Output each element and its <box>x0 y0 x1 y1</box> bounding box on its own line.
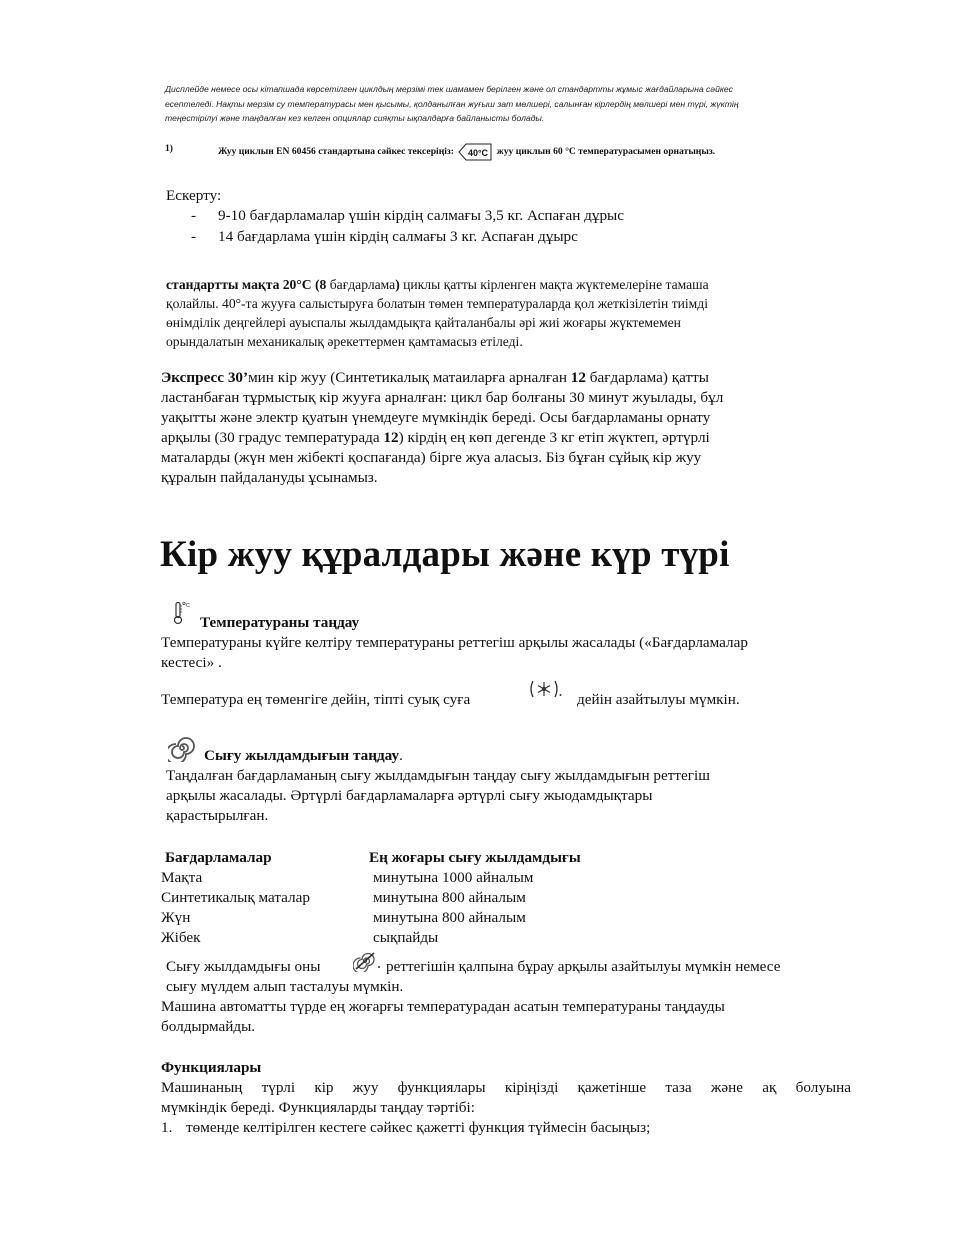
badge-label: 40°C <box>468 148 489 158</box>
spin-note-line: болдырмайды. <box>161 1018 256 1035</box>
table-cell-speed: минутына 800 айналым <box>373 889 526 906</box>
table-cell-program: Жүн <box>161 909 191 926</box>
temperature-line: кестесі» . <box>161 654 222 671</box>
warning-dash: - <box>191 207 197 224</box>
footnote-number: 1) <box>165 143 173 154</box>
footnote-text <box>218 143 715 161</box>
spin-note-before: Сығу жылдамдығы оны <box>166 958 321 975</box>
spin-note-line: Машина автоматты түрде ең жоғарғы температурадан асатын температураны таңдауды <box>161 998 725 1015</box>
table-cell-program: Мақта <box>161 869 203 886</box>
express-paragraph <box>161 368 861 488</box>
express-line: маталарды (жүн мен жібекті қоспағанда) бірге жуа аласыз. Біз бұған сұйық кір жуу <box>161 449 702 466</box>
functions-line: мүмкіндік береді. Функцияларды таңдау тәртібі: <box>161 1099 475 1116</box>
spin-note-after: реттегішін қалпына бұрау арқылы азайтылуы мүмкін немесе <box>386 958 781 975</box>
express-program-number: 12 <box>570 369 586 386</box>
section-heading: Кір жуу құралдары және күр түрі <box>160 534 730 575</box>
express-text: бағдарлама) қатты <box>585 369 709 386</box>
table-cell-speed: сықпайды <box>373 929 439 946</box>
express-bold: Экспресс 30’ <box>161 369 249 386</box>
express-text: мин кір жуу (Синтетикалық матаиларға арналған <box>248 369 571 386</box>
warning-item: 9-10 бағдарламалар үшін кірдің салмағы 3,5 кг. Аспаған дұрыс <box>218 207 624 224</box>
cotton-line: орындалатын механикалық әрекеттермен қамтамасыз етіледі. <box>166 334 523 349</box>
temperature-40-badge-icon <box>458 143 492 161</box>
warning-title: Ескерту: <box>166 187 222 204</box>
spin-title-wrap <box>204 746 403 766</box>
functions-line: Машинаның түрлі кір жуу функциялары кіріңізді қажетінше таза және ақ болуына <box>161 1079 851 1096</box>
table-header-max-spin: Ең жоғары сығу жылдамдығы <box>369 849 581 866</box>
table-cell-program: Синтетикалық маталар <box>161 889 310 906</box>
express-line: уақытты және электр қуатын үнемдеуге мүмкіндік береді. Осы бағдарламаны орнату <box>161 409 711 426</box>
table-cell-speed: минутына 800 айналым <box>373 909 526 926</box>
express-line: құралын пайдалануды ұсынамыз. <box>161 469 378 486</box>
cold-water-icon <box>528 679 564 699</box>
functions-paragraph <box>161 1078 851 1118</box>
spin-title-end: . <box>399 747 403 764</box>
thermometer-icon <box>170 601 192 625</box>
cotton-line: қолайлы. 40°-та жууға салыстыруға болатын төмен температураларда қол жеткізілетін тиімді <box>166 296 708 311</box>
express-line: ластанбаған тұрмыстық кір жууға арналған: цикл бар болғаны 30 минут жуылады, бұл <box>161 389 724 406</box>
table-cell-program: Жібек <box>161 929 201 946</box>
footnote <box>165 143 173 154</box>
functions-title: Функциялары <box>161 1059 262 1076</box>
temperature-cold-text: Температура ең төменгіге дейін, тіпті суық суға <box>161 691 471 708</box>
cotton-bold2: ) <box>395 277 400 292</box>
express-text: арқылы (30 градус температурада <box>161 429 384 446</box>
footnote-text-before: Жуу циклын EN 60456 стандартына сәйкес тексеріңіз: <box>218 146 454 158</box>
warning-dash: - <box>191 228 197 245</box>
spin-note-line: сығу мүлдем алып тасталуы мүмкін. <box>166 978 404 995</box>
spin-line: қарастырылған. <box>166 807 269 824</box>
spin-line: Таңдалған бағдарламаның сығу жылдамдығын таңдау сығу жылдамдығын реттегіш <box>166 767 710 784</box>
spin-icon <box>168 734 196 762</box>
cotton-bold: стандартты мақта 20°C (8 <box>166 277 327 292</box>
intro-note-line: есептеледі. Нақты мерзім су температурасы мен қысымы, қолданылған жуғыш зат мөлшері, салынған кірлердің мөлшері мен түрі, жүктің <box>165 98 739 109</box>
spin-line: арқылы жасалады. Әртүрлі бағдарламаларға әртүрлі сығу жыодамдықтары <box>166 787 653 804</box>
table-cell-speed: минутына 1000 айналым <box>373 869 534 886</box>
svg-text:C: C <box>186 603 190 609</box>
temperature-paragraph <box>161 633 861 673</box>
intro-note-line: теңестірілуі және таңдалған кез келген опциялар сияқты ықпалдарға байланысты болады. <box>165 113 545 123</box>
spin-title: Сығу жылдамдығын таңдау <box>204 747 400 764</box>
spin-paragraph <box>166 766 866 826</box>
warning-item: 14 бағдарлама үшін кірдің салмағы 3 кг. Аспаған дұырс <box>218 228 578 245</box>
no-spin-icon <box>353 950 383 972</box>
cotton-line: өнімділік деңгейлері ауыспалы жылдамдықта қайталанбалы әрі жиі жоғары жүктемемен <box>166 315 681 330</box>
temperature-line: Температураны күйге келтіру температураны реттегіш арқылы жасалады («Бағдарламалар <box>161 634 748 651</box>
footnote-text-after: жуу циклын 60 °C температурасымен орнатыңыз. <box>496 146 716 158</box>
temperature-title: Температураны таңдау <box>200 614 360 631</box>
cotton-paragraph <box>166 275 846 351</box>
express-program-number: 12 <box>383 429 399 446</box>
intro-note-line: Дисплейде немесе осы кітапшада көрсетілген циклдың мерзімі тек шамамен берілген және ол стандартты жұмыс жағдайларына сәйкес <box>165 84 733 94</box>
functions-item-number: 1. <box>161 1119 173 1136</box>
temperature-cold-text-end: дейін азайтылуы мүмкін. <box>577 691 740 708</box>
functions-item-text: төменде келтірілген кестеге сәйкес қажетті функция түймесін басыңыз; <box>186 1119 651 1136</box>
intro-note <box>165 82 845 126</box>
table-header-programs: Бағдарламалар <box>165 849 272 866</box>
express-text: ) кірдің ең көп дегенде 3 кг етіп жүктеп, әртүрлі <box>398 429 710 446</box>
cotton-line: циклы қатты кірленген мақта жүктемелеріне тамаша <box>399 277 709 292</box>
cotton-mid: бағдарлама <box>326 277 396 292</box>
